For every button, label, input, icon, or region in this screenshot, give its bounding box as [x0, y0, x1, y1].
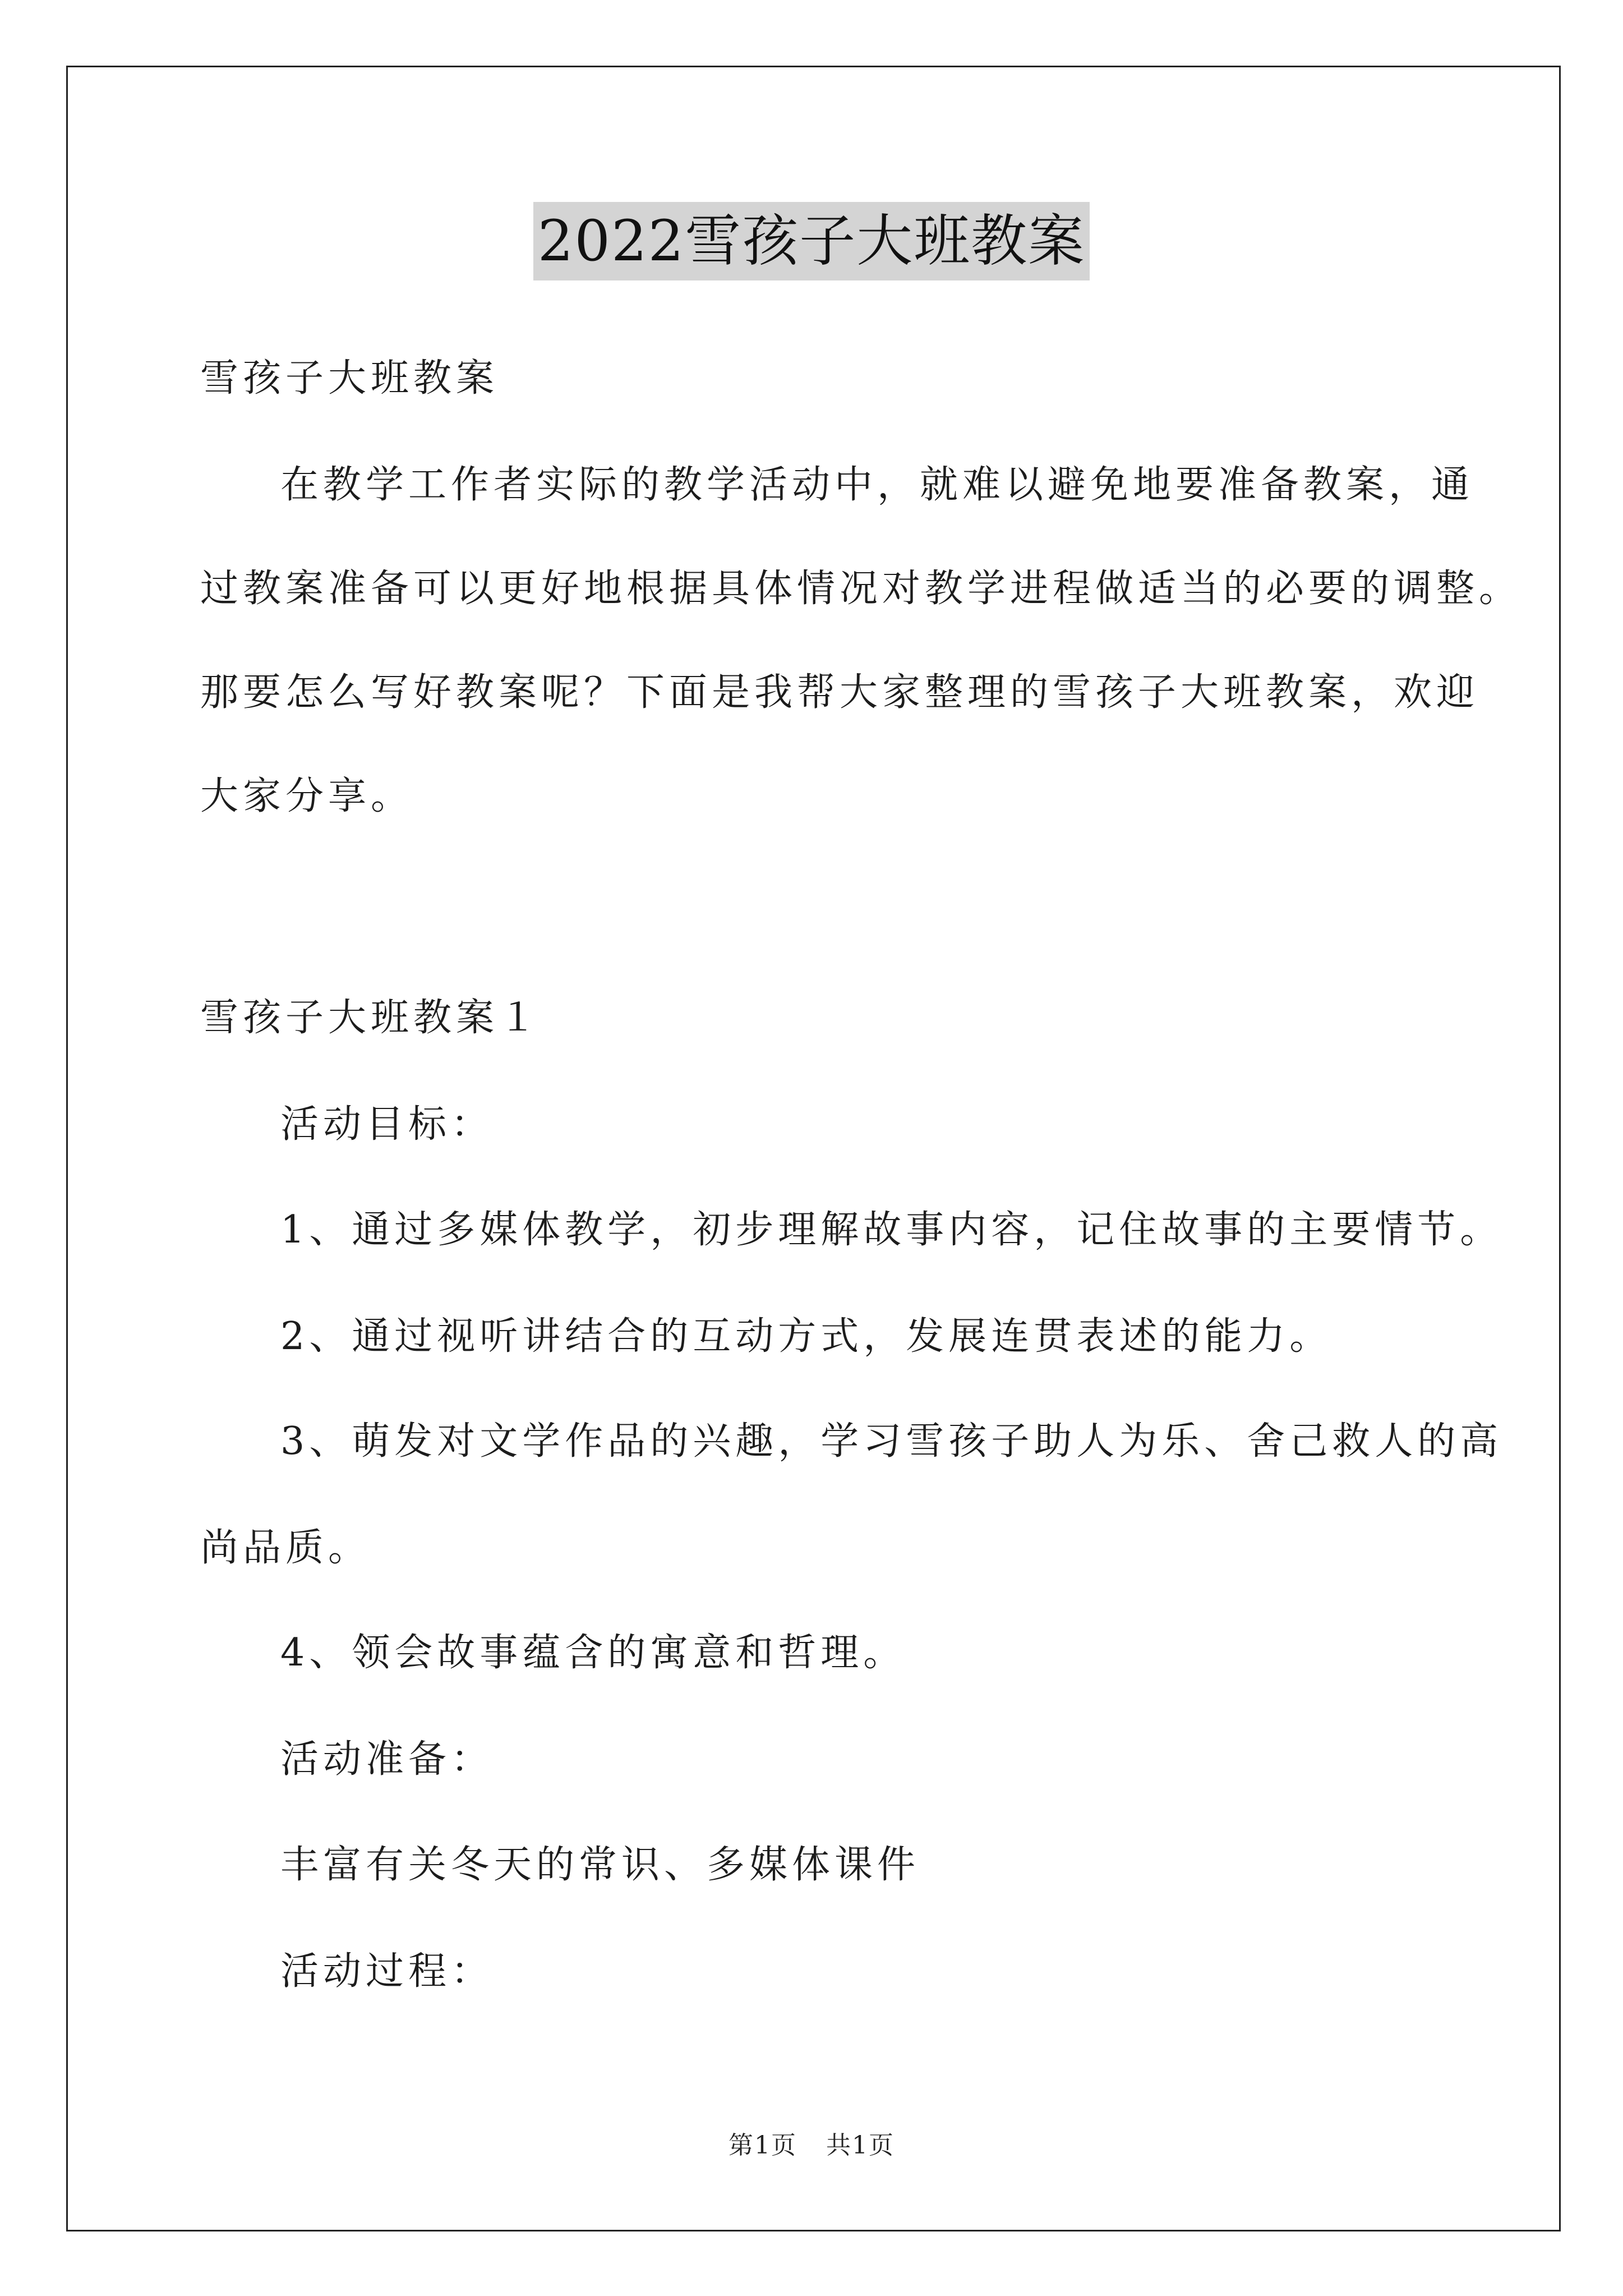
list-item-continuation: 尚品质。	[200, 1526, 371, 1570]
section-heading: 雪孩子大班教案１	[200, 996, 542, 1040]
list-item: 2、通过视听讲结合的互动方式，发展连贯表述的能力。	[280, 1314, 1332, 1359]
list-item: 3、萌发对文学作品的兴趣，学习雪孩子助人为乐、舍己救人的高	[280, 1419, 1503, 1464]
section-heading: 雪孩子大班教案	[200, 356, 499, 401]
title-container	[0, 202, 1623, 280]
paragraph-line: 那要怎么写好教案呢？下面是我帮大家整理的雪孩子大班教案，欢迎	[200, 670, 1479, 715]
subheading: 活动目标：	[280, 1102, 494, 1147]
subheading: 活动准备：	[280, 1737, 494, 1782]
page-footer	[0, 2129, 1623, 2162]
paragraph-line: 在教学工作者实际的教学活动中，就难以避免地要准备教案，通	[280, 463, 1474, 507]
paragraph-line: 丰富有关冬天的常识、多媒体课件	[280, 1843, 920, 1887]
page-total: 共1页	[826, 2131, 895, 2160]
paragraph-line: 大家分享。	[200, 774, 414, 818]
document-title: 2022雪孩子大班教案	[533, 202, 1090, 280]
list-item: 4、领会故事蕴含的寓意和哲理。	[280, 1631, 906, 1675]
page-number: 第1页	[728, 2131, 797, 2160]
paragraph-line: 过教案准备可以更好地根据具体情况对教学进程做适当的必要的调整。	[200, 567, 1522, 611]
subheading: 活动过程：	[280, 1949, 494, 1994]
list-item: 1、通过多媒体教学，初步理解故事内容，记住故事的主要情节。	[280, 1208, 1503, 1252]
